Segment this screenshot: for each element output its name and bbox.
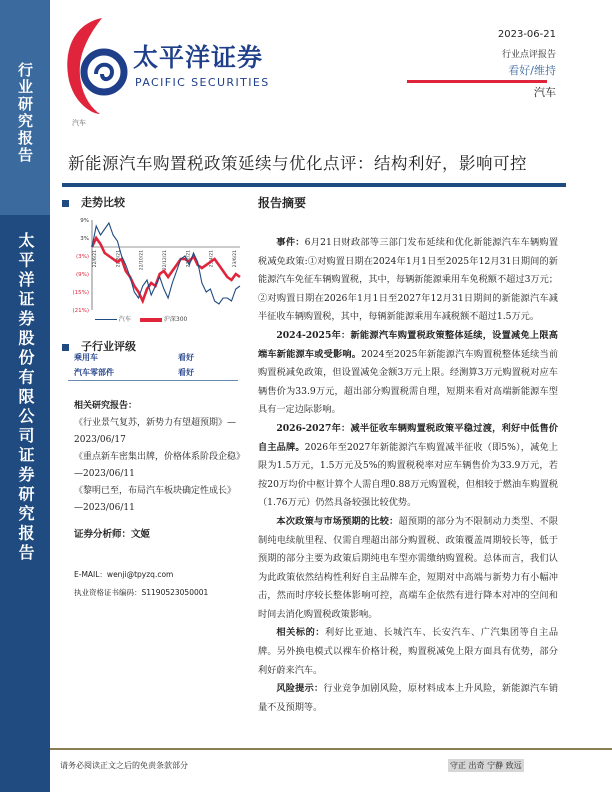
legend-label: 沪深300 [163,316,188,323]
paragraph-lead: 风险提示： [276,683,324,695]
paragraph-lead: 相关标的： [276,627,326,639]
analyst-name: 证券分析师：文姬 [74,529,151,540]
summary-paragraph [258,327,558,420]
x-tick-label: 23/6/21 [233,250,238,268]
report-date: 2023-06-21 [497,29,556,40]
legend-auto [95,314,131,323]
legend-swatch [95,319,117,320]
x-tick-label: 22/10/21 [139,250,145,271]
bullet-square-icon [62,344,69,351]
summary-body [258,234,558,717]
paragraph-text: 超预期的部分为不限制动力类型、不限制纯电续航里程、仅需自理超出部分购置税、政策覆盖周期较长等，低于预期的部分主要为政策后期纯电车型亦需缴纳购置税。总体而言，我们认为此政策依然结构性利好自主品牌车企，短期对中高端与新势力有小幅冲击，然而时序较长整体影响可控，高端车企依然有进行降本对冲的空间和时间去消化购置税政策影响。 [258,515,559,620]
x-tick-label: 22/8/21 [116,250,122,268]
x-tick-label: 23/2/21 [186,250,192,268]
logo-text-cn: 太平洋证券 [133,43,264,72]
summary-paragraph [258,234,558,327]
y-tick-label: (15%) [72,290,89,296]
related-report-link[interactable]: 《重点新车密集出牌，价格体系阶段企稳》—2023/06/11 [74,452,241,479]
x-tick-label: 23/4/21 [209,250,215,268]
trend-heading [62,194,125,210]
paragraph-text: 6月21日财政部等三部门发布延续和优化新能源汽车车辆购置税减免政策:①对购置日期在2024年1月1日至2025年12月31日期间的新能源汽车免征车辆购置税，其中，每辆新能源乘用车免税额不超过3万元；②对购置日期在2026年1月1日至2027年12月31日期间的新能源汽车减半征收车辆购置税，其中，每辆新能源乘用车减税额不超过1.5万元。 [258,237,559,323]
related-heading: 相关研究报告： [74,401,138,411]
analyst-cert: 执业资格证书编码：S1190523050001 [74,588,209,597]
related-report-link[interactable]: 《行业景气复苏，新势力有望超预期》—2023/06/17 [74,418,237,445]
legend-label: 汽车 [118,316,131,323]
header-divider [407,80,547,83]
trend-heading-text: 走势比较 [81,196,125,209]
page-title: 新能源汽车购置税政策延续与优化点评：结构利好，影响可控 [68,154,527,173]
y-tick-label: 9% [80,218,89,224]
industry-rating: 看好/维持 [508,64,556,77]
x-tick-label: 22/6/21 [93,250,98,268]
sidebar-company: 太平洋证券股份有限公司证券研究报告 [16,232,35,564]
summary-paragraph [258,420,558,513]
paragraph-text: 行业竞争加剧风险，原材料成本上升风险，新能源汽车销量不及预期等。 [258,683,559,713]
breadcrumb: 汽车 [72,119,86,127]
summary-heading: 报告摘要 [258,196,307,210]
summary-paragraph [258,513,558,625]
summary-paragraph [258,680,558,717]
legend-swatch [140,318,162,322]
footer-disclaimer: 请务必阅读正文之后的免责条款部分 [60,761,188,770]
rating-row-value: 看好 [178,368,194,377]
ratings-heading-text: 子行业评级 [81,340,136,353]
ratings-divider [68,380,238,381]
trend-chart [60,212,245,322]
company-logo-icon [62,14,132,118]
y-tick-label: (9%) [75,272,89,278]
y-tick-label: (21%) [72,308,89,314]
rating-row-name: 汽车零部件 [74,368,114,377]
analyst-email[interactable]: E-MAIL：wenji@tpyzq.com [74,570,174,579]
industry-name: 汽车 [534,86,556,99]
y-tick-label: (3%) [75,254,89,260]
footer-divider [50,748,612,750]
rating-row-value: 看好 [178,353,194,362]
related-reports [74,398,244,517]
x-tick-label: 22/12/21 [163,250,168,271]
paragraph-text: 2026年至2027年新能源汽车购置减半征收（即5%），减免上限为1.5万元，1.5万元及5%的购置税税率对应车辆售价为33.9万元，若按20万均价中枢计算个人需自理0.88万元购置税，但相较于燃油车购置税（1.76万元）仍然具备较强比较优势。 [258,441,558,509]
paragraph-lead: 2024-2025年：新能源汽车购置税政策整体延续，设置减免上限高端车新能源车或受影响。 [258,329,558,360]
footer-motto: 守正 出奇 宁静 致远 [450,761,522,770]
sidebar-category: 行业研究报告 [16,62,34,164]
rating-row-name: 乘用车 [74,353,98,362]
title-divider [62,183,566,187]
legend-hs300 [140,314,187,323]
paragraph-lead: 2026-2027年：减半征收车辆购置税政策平稳过渡，利好中低售价自主品牌。 [258,422,558,453]
bullet-square-icon [62,200,69,207]
y-tick-label: 3% [80,236,89,242]
paragraph-text: 2024至2025年新能源汽车购置税整体延续当前购置税减免政策，但设置减免金额3万元上限。经测算3万元购置税对应车辆售价为33.9万元，超出部分购置税需自理，短期来看对高端新能源车型具有一定边际影响。 [258,348,559,416]
paragraph-lead: 事件： [276,237,305,248]
summary-paragraph [258,624,558,680]
report-type: 行业点评报告 [501,50,556,60]
paragraph-lead: 本次政策与市场预期的比较： [276,515,399,527]
paragraph-text: 利好比亚迪、长城汽车、长安汽车、广汽集团等自主品牌。另外换电模式以裸车价格计税，购置税减免上限方面具有优势，部分利好蔚来汽车。 [258,627,559,676]
logo-text-en: PACIFIC SECURITIES [135,76,270,89]
related-report-link[interactable]: 《黎明已至，布局汽车板块确定性成长》—2023/06/11 [74,486,237,513]
